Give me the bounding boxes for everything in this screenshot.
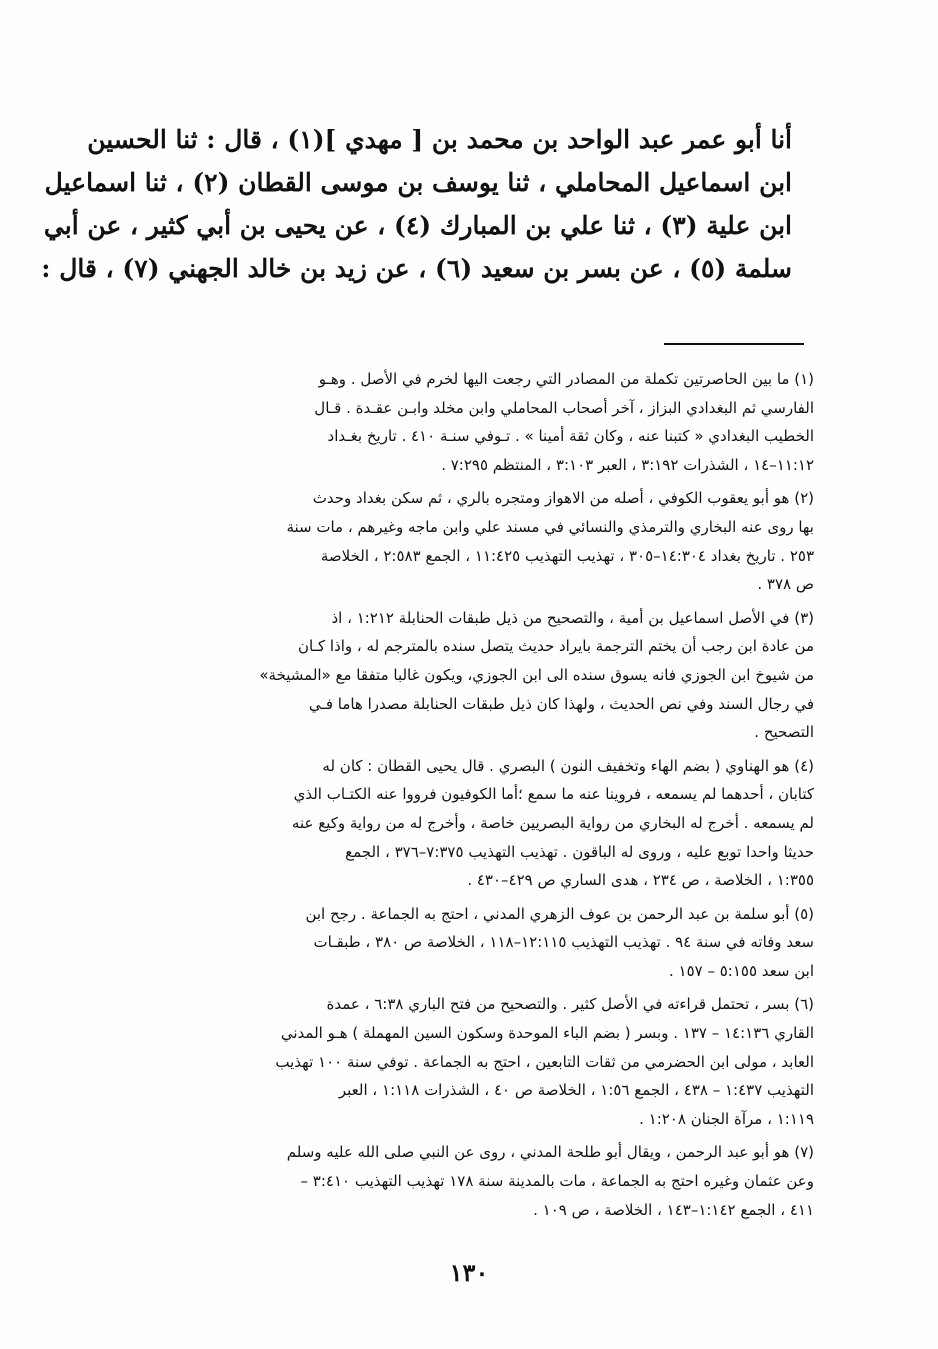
footnote-line: ١:١١٩ ، مرآة الجنان ١:٢٠٨ . bbox=[639, 1109, 814, 1128]
footnote-line: ص ٣٧٨ . bbox=[757, 575, 814, 594]
main-text-line: سلمة (٥) ، عن بسر بن سعيد (٦) ، عن زيد بن خالد الجهني (٧) ، قال : bbox=[41, 254, 792, 283]
footnote-3 bbox=[62, 604, 814, 747]
main-text-line: ابن علية (٣) ، ثنا علي بن المبارك (٤) ، عن يحيى بن أبي كثير ، عن أبي bbox=[43, 211, 792, 240]
footnote-line: (٢) هو أبو يعقوب الكوفي ، أصله من الاهواز ومتجره بالري ، ثم سكن بغداد وحدث bbox=[312, 489, 814, 508]
footnote-line: العابد ، مولى ابن الحضرمي من ثقات التابعين ، احتج به الجماعة . توفي سنة ١٠٠ تهذيب bbox=[275, 1052, 814, 1071]
footnote-line: (٤) هو الهناوي ( بضم الهاء وتخفيف النون ) البصري . قال يحيى القطان : كان له bbox=[322, 756, 814, 775]
footnote-line: في رجال السند وفي نص الحديث ، ولهذا كان ذيل طبقات الحنابلة مصدرا هاما فـي bbox=[308, 694, 814, 713]
footnote-line: الفارسي ثم البغدادي البزاز ، آخر أصحاب المحاملي وابن مخلد وابـن عقـدة . قـال bbox=[314, 398, 814, 417]
footnote-line: ٢٥٣ . تاريخ بغداد ١٤:٣٠٤–٣٠٥ ، تهذيب التهذيب ١١:٤٢٥ ، الجمع ٢:٥٨٣ ، الخلاصة bbox=[320, 546, 814, 565]
footnote-line: وعن عثمان وغيره احتج به الجماعة ، مات بالمدينة سنة ١٧٨ تهذيب التهذيب ٣:٤١٠ – bbox=[300, 1172, 814, 1191]
footnote-6 bbox=[62, 990, 814, 1133]
footnotes-block bbox=[62, 365, 814, 1229]
footnote-line: الخطيب البغدادي « كتبنا عنه ، وكان ثقة أمينا » . تـوفي سنـة ٤١٠ . تاريخ بغـداد bbox=[327, 427, 814, 446]
footnote-line: القاري ١٤:١٣٦ – ١٣٧ . وبسر ( بضم الباء الموحدة وسكون السين المهملة ) هـو المدني bbox=[280, 1024, 814, 1043]
footnote-5 bbox=[62, 900, 814, 986]
footnote-1 bbox=[62, 365, 814, 479]
footnote-line: (٥) أبو سلمة بن عبد الرحمن بن عوف الزهري المدني ، احتج به الجماعة . رجح ابن bbox=[305, 904, 814, 923]
main-text-line: أنا أبو عمر عبد الواحد بن محمد بن [ مهدي ](١) ، قال : ثنا الحسين bbox=[87, 125, 792, 154]
footnote-line: التهذيب ١:٤٣٧ – ٤٣٨ ، الجمع ١:٥٦ ، الخلاصة ص ٤٠ ، الشذرات ١:١١٨ ، العبر bbox=[338, 1081, 814, 1100]
footnote-line: (٧) هو أبو عبد الرحمن ، ويقال أبو طلحة المدني ، روى عن النبي صلى الله عليه وسلم bbox=[286, 1143, 814, 1162]
footnote-line: كتابان ، أحدهما لم يسمعه ، فروينا عنه ما سمع ؛أما الكوفيون فرووا عنه الكتـاب الذي bbox=[293, 785, 814, 804]
footnote-separator bbox=[664, 343, 804, 345]
main-text-line: ابن اسماعيل المحاملي ، ثنا يوسف بن موسى القطان (٢) ، ثنا اسماعيل bbox=[44, 168, 792, 197]
footnote-line: حديثا واحدا توبع عليه ، وروى له الباقون . تهذيب التهذيب ٧:٣٧٥–٣٧٦ ، الجمع bbox=[345, 842, 814, 861]
footnote-line: بها روى عنه البخاري والترمذي والنسائي في مسند علي وابن ماجه وغيرهم ، مات سنة bbox=[286, 517, 814, 536]
footnote-line: من عادة ابن رجب أن يختم الترجمة بايراد حديث يتصل سنده بالمترجم له ، واذا كـان bbox=[298, 637, 814, 656]
footnote-line: ٤١١ ، الجمع ١:١٤٢–١٤٣ ، الخلاصة ، ص ١٠٩ . bbox=[533, 1200, 814, 1219]
footnote-line: ابن سعد ٥:١٥٥ – ١٥٧ . bbox=[668, 961, 814, 980]
footnote-line: ١:٣٥٥ ، الخلاصة ، ص ٢٣٤ ، هدى الساري ص ٤٢٩–٤٣٠ . bbox=[467, 871, 814, 890]
footnote-line: سعد وفاته في سنة ٩٤ . تهذيب التهذيب ١٢:١١٥–١١٨ ، الخلاصة ص ٣٨٠ ، طبقـات bbox=[313, 933, 814, 952]
page-number: ١٣٠ bbox=[449, 1258, 489, 1287]
footnote-line: التصحيح . bbox=[754, 723, 814, 742]
footnote-line: ١١:١٢–١٤ ، الشذرات ٣:١٩٢ ، العبر ٣:١٠٣ ، المنتظم ٧:٢٩٥ . bbox=[441, 455, 814, 474]
footnote-4 bbox=[62, 752, 814, 895]
footnote-line: من شيوخ ابن الجوزي فانه يسوق سنده الى ابن الجوزي، ويكون غالبا متفقا مع «المشيخة» bbox=[259, 665, 814, 684]
footnote-line: (٣) في الأصل اسماعيل بن أمية ، والتصحيح من ذيل طبقات الحنابلة ١:٢١٢ ، اذ bbox=[331, 608, 814, 627]
footnote-line: لم يسمعه . أخرج له البخاري من رواية البصريين خاصة ، وأخرج له من رواية وكيع عنه bbox=[291, 813, 814, 832]
main-text-block bbox=[41, 118, 792, 290]
footnote-2 bbox=[62, 484, 814, 598]
footnote-line: (٦) بسر ، تحتمل قراءته في الأصل كثير . والتصحيح من فتح الباري ٦:٣٨ ، عمدة bbox=[326, 995, 814, 1014]
footnote-7 bbox=[62, 1138, 814, 1224]
footnote-line: (١) ما بين الحاصرتين تكملة من المصادر التي رجعت اليها لخرم في الأصل . وهـو bbox=[318, 370, 814, 388]
